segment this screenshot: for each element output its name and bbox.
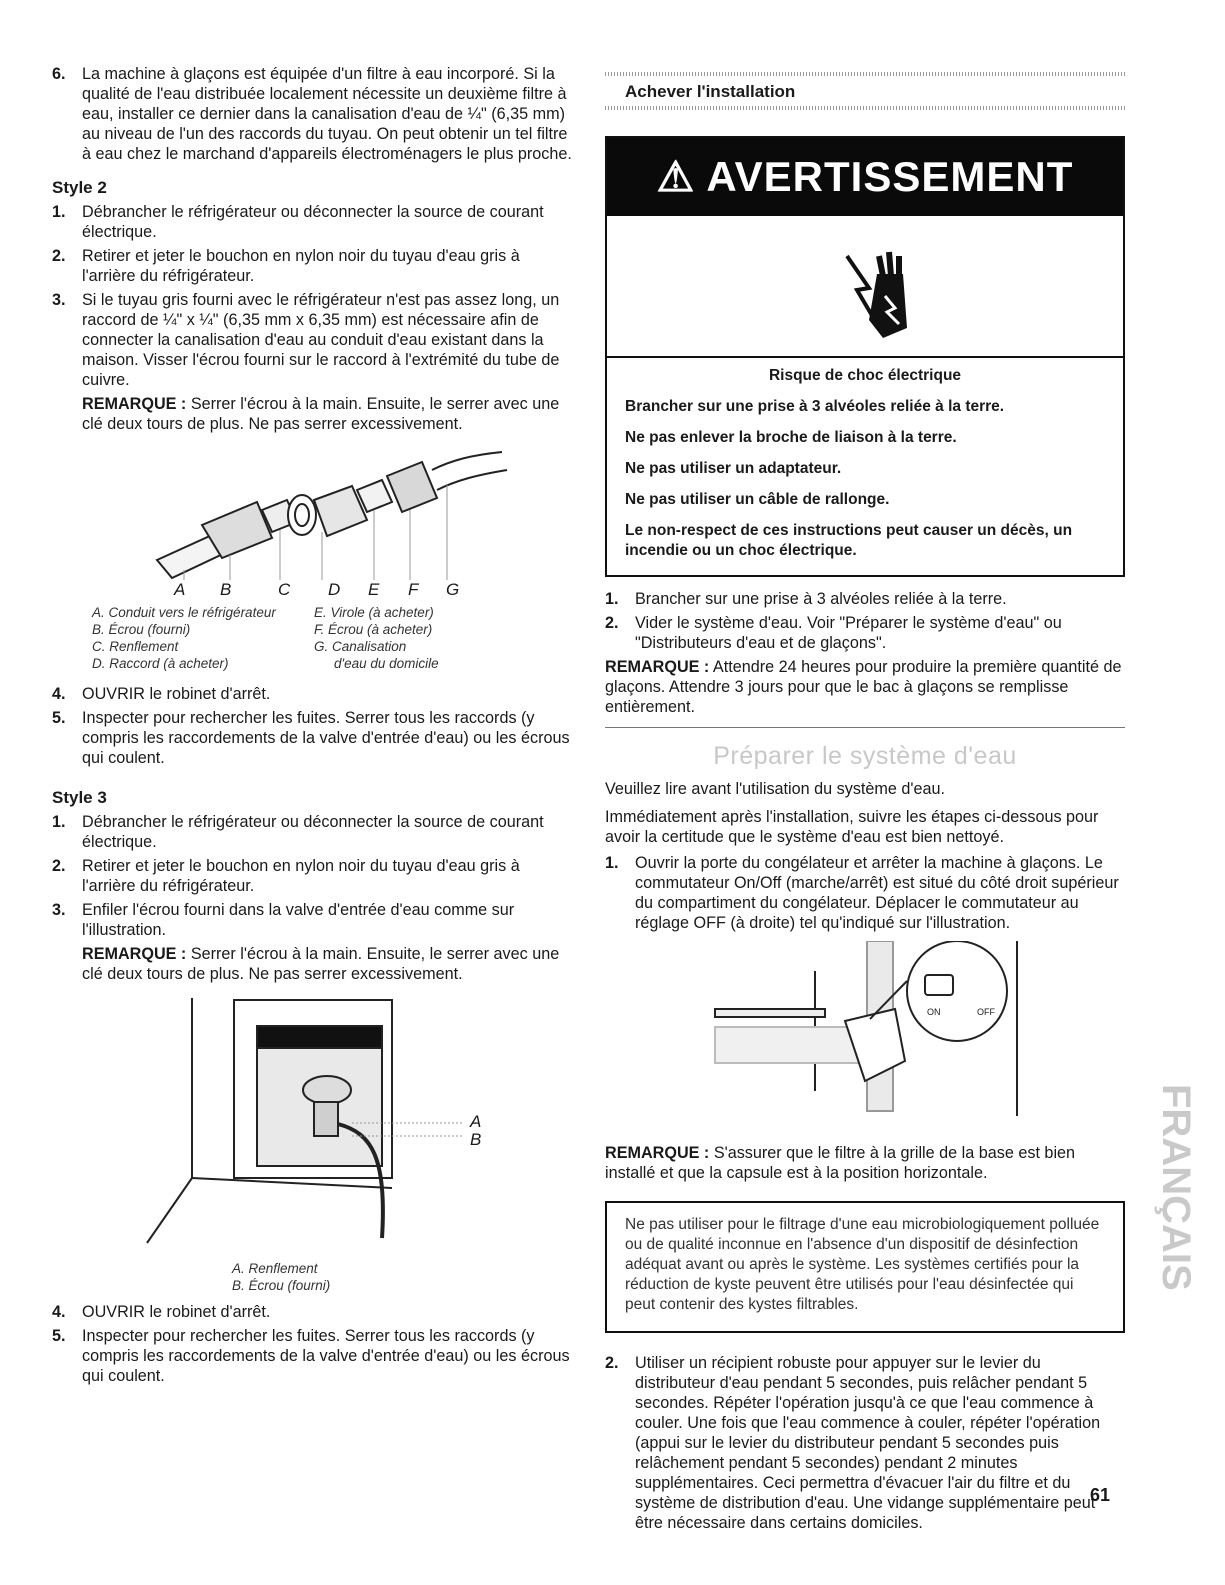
list-item bbox=[52, 684, 572, 704]
caption-a: A. Renflement bbox=[232, 1261, 318, 1276]
fig-letter: F bbox=[408, 580, 419, 599]
fig-letter: A bbox=[174, 580, 186, 599]
fig-letter: B bbox=[470, 1130, 482, 1149]
fitting-drawing bbox=[52, 440, 572, 580]
style2-heading: Style 2 bbox=[52, 178, 107, 197]
fig-letter: E bbox=[368, 580, 380, 599]
item-number: 3. bbox=[52, 901, 66, 919]
style3-note: REMARQUE : Serrer l'écrou à la main. Ensuite, le serrer avec une clé deux tours de plus. Ne pas serrer excessivement. bbox=[82, 945, 560, 983]
warning-triangle-icon: ⚠ bbox=[656, 153, 696, 200]
warning-line: Ne pas utiliser un câble de rallonge. bbox=[625, 491, 890, 508]
caution-text: Ne pas utiliser pour le filtrage d'une eau microbiologiquement polluée ou de qualité inconnue en l'absence d'un dispositif de désinfection adéquat avant ou après le système. Les systèmes certifiés pour la réduction de kyste peuvent être utilisés pour l'eau désinfectée qui peut contenir des kystes filtrables. bbox=[625, 1216, 1100, 1313]
divider bbox=[605, 72, 1125, 76]
style3-after-steps bbox=[52, 1302, 572, 1386]
switch-drawing bbox=[605, 941, 1125, 1121]
fig-letter: B bbox=[220, 580, 232, 599]
list-item bbox=[52, 1302, 572, 1322]
warning-box bbox=[605, 136, 1125, 577]
item-text: OUVRIR le robinet d'arrêt. bbox=[82, 1303, 271, 1321]
list-item bbox=[52, 290, 572, 390]
valve-illustration bbox=[52, 998, 572, 1260]
warning-line: Risque de choc électrique bbox=[768, 367, 962, 384]
caption-a: A. Conduit vers le réfrigérateur bbox=[92, 605, 276, 620]
item-text: Vider le système d'eau. Voir "Préparer le système d'eau" ou "Distributeurs d'eau et de glaçons". bbox=[635, 614, 1062, 652]
item-number: 3. bbox=[52, 291, 66, 309]
divider bbox=[605, 727, 1125, 728]
fig-letter: G bbox=[446, 580, 460, 599]
item-number: 2. bbox=[52, 857, 66, 875]
item-number: 4. bbox=[52, 685, 66, 703]
caption-e: E. Virole (à acheter) bbox=[314, 605, 434, 620]
divider bbox=[605, 106, 1125, 110]
finish-heading: Achever l'installation bbox=[625, 82, 796, 101]
finish-steps bbox=[605, 589, 1125, 653]
list-item bbox=[52, 202, 572, 242]
fitting-letters bbox=[52, 580, 572, 600]
electric-shock-icon bbox=[607, 216, 1123, 358]
left-column bbox=[52, 64, 572, 1390]
list-item bbox=[52, 708, 572, 768]
prepare-intro: Immédiatement après l'installation, suivre les étapes ci-dessous pour avoir la certitude que le système d'eau est bien nettoyé. bbox=[605, 808, 1099, 846]
item-text: La machine à glaçons est équipée d'un filtre à eau incorporé. Si la qualité de l'eau distribuée localement nécessite un deuxième filtre à eau, installer ce dernier dans la canalisation d'eau de ¼" (6,35 mm) au niveau de l'un des raccords du tuyau. On peut obtenir un tel filtre à eau chez le marchand d'appareils électroménagers le plus proche. bbox=[82, 65, 572, 163]
warning-line: Brancher sur une prise à 3 alvéoles reliée à la terre. bbox=[625, 398, 1005, 415]
finish-note: REMARQUE : Attendre 24 heures pour produire la première quantité de glaçons. Attendre 3 jours pour que le bac à glaçons se remplisse entièrement. bbox=[605, 658, 1122, 716]
warning-header bbox=[607, 138, 1123, 216]
switch-illustration bbox=[605, 941, 1125, 1121]
list-item bbox=[52, 1326, 572, 1386]
item-text: Ouvrir la porte du congélateur et arrêter la machine à glaçons. Le commutateur On/Off (marche/arrêt) est situé du côté droit supérieur du compartiment du congélateur. Déplacer le commutateur au réglage OFF (à droite) tel qu'indiqué sur l'illustration. bbox=[635, 854, 1119, 932]
item-text: Utiliser un récipient robuste pour appuyer sur le levier du distributeur d'eau pendant 5 secondes, puis relâcher pendant 5 secondes. Répéter l'opération jusqu'à ce que l'eau commence à couler. Une fois que l'eau commence à couler, répéter l'opération (appui sur le levier du distributeur pendant 5 secondes puis relâchement pendant 5 secondes) pendant 2 minutes supplémentaires. Ceci permettra d'évacuer l'air du filtre et du système de distribution d'eau. Une vidange supplémentaire peut être nécessaire dans certains domiciles. bbox=[635, 1354, 1101, 1532]
item-number: 1. bbox=[605, 854, 619, 872]
filter-caution-box bbox=[605, 1201, 1125, 1333]
language-tab bbox=[1149, 1080, 1195, 1340]
list-item bbox=[52, 812, 572, 852]
fig-letter: C bbox=[278, 580, 291, 599]
caption-b: B. Écrou (fourni) bbox=[232, 1278, 331, 1293]
list-item bbox=[605, 853, 1125, 933]
list-item bbox=[52, 900, 572, 940]
item-text: Retirer et jeter le bouchon en nylon noir du tuyau d'eau gris à l'arrière du réfrigérateur. bbox=[82, 857, 520, 895]
warning-text bbox=[607, 358, 1123, 575]
item-text: Inspecter pour rechercher les fuites. Serrer tous les raccords (y compris les raccordements de la valve d'entrée d'eau) ou les écrous qui coulent. bbox=[82, 1327, 570, 1385]
item-number: 5. bbox=[52, 709, 66, 727]
prepare-heading: Préparer le système d'eau bbox=[713, 742, 1017, 770]
caption-g-cont: d'eau du domicile bbox=[334, 656, 439, 671]
caption-b: B. Écrou (fourni) bbox=[92, 622, 191, 637]
fig-letter: D bbox=[328, 580, 341, 599]
style2-steps bbox=[52, 202, 572, 390]
list-item bbox=[52, 64, 572, 164]
caption-d: D. Raccord (à acheter) bbox=[92, 656, 229, 671]
language-tab-text: FRANÇAIS bbox=[1154, 1084, 1195, 1291]
item-number: 1. bbox=[605, 590, 619, 608]
item-number: 2. bbox=[605, 614, 619, 632]
valve-drawing bbox=[52, 998, 572, 1260]
list-item bbox=[52, 856, 572, 896]
warning-line: Le non-respect de ces instructions peut causer un décès, un incendie ou un choc électrique. bbox=[625, 522, 1073, 559]
list-item bbox=[605, 589, 1125, 609]
item-text: Retirer et jeter le bouchon en nylon noir du tuyau d'eau gris à l'arrière du réfrigérateur. bbox=[82, 247, 520, 285]
style3-heading: Style 3 bbox=[52, 788, 107, 807]
page-number: 61 bbox=[1090, 1485, 1111, 1505]
caption-g: G. Canalisation bbox=[314, 639, 407, 654]
item-number: 5. bbox=[52, 1327, 66, 1345]
item-number: 4. bbox=[52, 1303, 66, 1321]
item-text: Si le tuyau gris fourni avec le réfrigérateur n'est pas assez long, un raccord de ¼" x ¼" (6,35 mm x 6,35 mm) est nécessaire afin de connecter la canalisation d'eau au conduit d'eau existant dans la maison. Visser l'écrou fourni sur le raccord à l'extrémité du tube de cuivre. bbox=[82, 291, 560, 389]
warning-title: AVERTISSEMENT bbox=[706, 153, 1074, 200]
fig-letter: A bbox=[470, 1112, 482, 1131]
style3-steps bbox=[52, 812, 572, 940]
item-number: 1. bbox=[52, 813, 66, 831]
item-text: Débrancher le réfrigérateur ou déconnecter la source de courant électrique. bbox=[82, 813, 544, 851]
warning-line: Ne pas enlever la broche de liaison à la terre. bbox=[625, 429, 957, 446]
caption-c: C. Renflement bbox=[92, 639, 179, 654]
style2-note: REMARQUE : Serrer l'écrou à la main. Ensuite, le serrer avec une clé deux tours de plus. Ne pas serrer excessivement. bbox=[82, 395, 560, 433]
valve-captions bbox=[232, 1260, 572, 1294]
fitting-captions bbox=[92, 604, 572, 672]
list-item bbox=[605, 1353, 1125, 1533]
item-text: Débrancher le réfrigérateur ou déconnecter la source de courant électrique. bbox=[82, 203, 544, 241]
item-number: 6. bbox=[52, 65, 66, 83]
warning-line: Ne pas utiliser un adaptateur. bbox=[625, 460, 842, 477]
item-number: 2. bbox=[605, 1354, 619, 1372]
prepare-note: REMARQUE : S'assurer que le filtre à la grille de la base est bien installé et que la capsule est à la position horizontale. bbox=[605, 1144, 1076, 1182]
switch-on-label: ON bbox=[927, 1007, 941, 1017]
prepare-intro: Veuillez lire avant l'utilisation du système d'eau. bbox=[605, 780, 946, 798]
caption-f: F. Écrou (à acheter) bbox=[314, 622, 433, 637]
item-number: 2. bbox=[52, 247, 66, 265]
item-text: Enfiler l'écrou fourni dans la valve d'entrée d'eau comme sur l'illustration. bbox=[82, 901, 515, 939]
switch-off-label: OFF bbox=[977, 1007, 995, 1017]
item-text: Inspecter pour rechercher les fuites. Serrer tous les raccords (y compris les raccordements de la valve d'entrée d'eau) ou les écrous qui coulent. bbox=[82, 709, 570, 767]
list-item bbox=[605, 613, 1125, 653]
list-item bbox=[52, 246, 572, 286]
style2-after-steps bbox=[52, 684, 572, 768]
right-column bbox=[605, 64, 1125, 1533]
item-text: Brancher sur une prise à 3 alvéoles reliée à la terre. bbox=[635, 590, 1007, 608]
item-text: OUVRIR le robinet d'arrêt. bbox=[82, 685, 271, 703]
item-number: 1. bbox=[52, 203, 66, 221]
fitting-illustration bbox=[52, 440, 572, 580]
